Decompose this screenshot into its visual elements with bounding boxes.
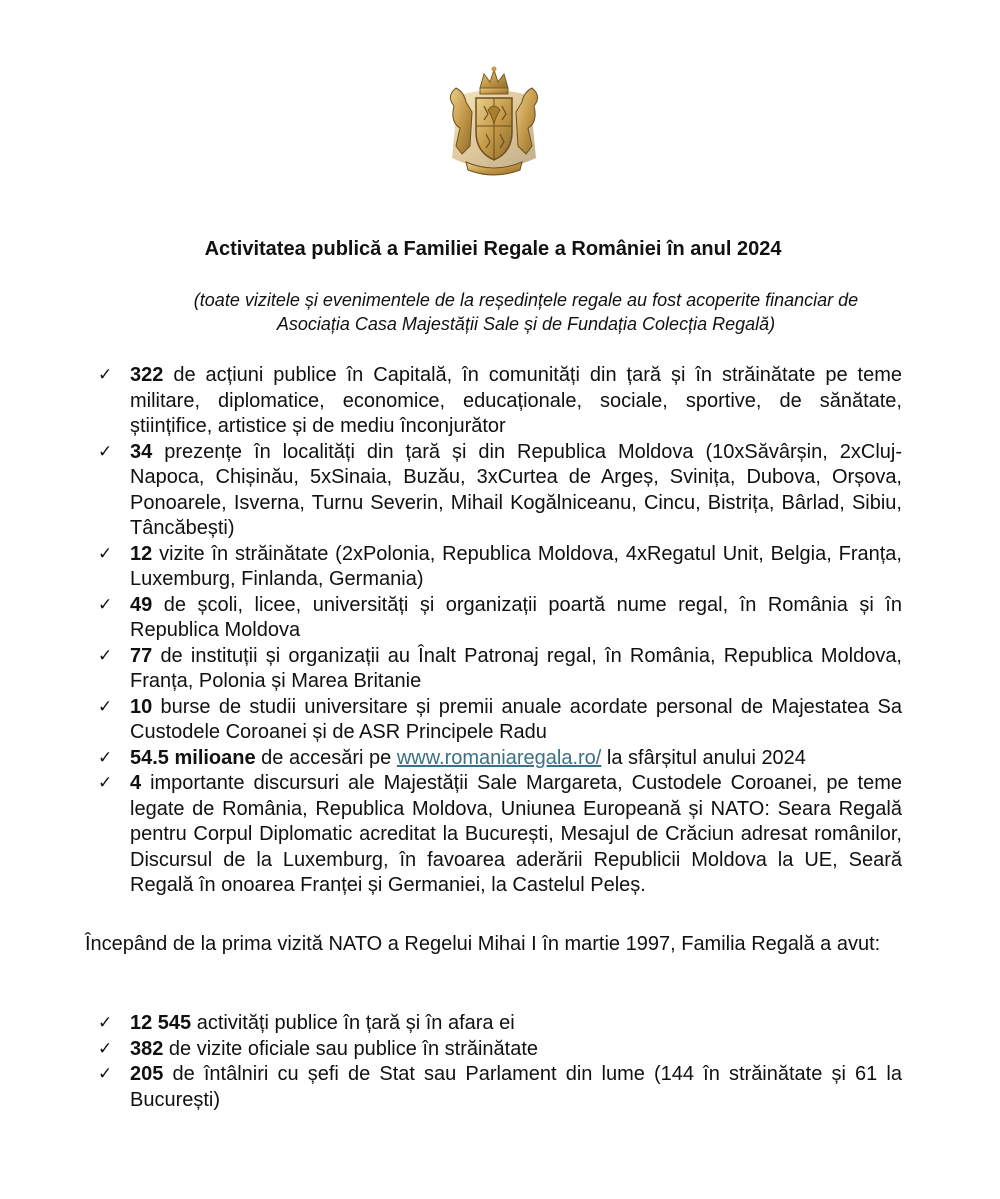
stat-text: de școli, licee, universități și organizații poartă nume regal, în România și în Republica Moldova (130, 593, 902, 641)
stat-text: prezențe în localități din țară și din Republica Moldova (10xSăvârșin, 2xCluj-Napoca, Chișinău, 5xSinaia, Buzău, 3xCurtea de Argeș, Svinița, Dubova, Orșova, Ponoarele, Isverna, Turnu Severin, Mihail Kogălniceanu, Cincu, Bistrița, Bârlad, Sibiu, Tâncăbești) (130, 440, 902, 539)
intro-paragraph: Începând de la prima vizită NATO a Regelui Mihai I în martie 1997, Familia Regală a avut: (85, 933, 881, 955)
stat-value: 205 (130, 1063, 164, 1085)
stat-text: de întâlniri cu șefi de Stat sau Parlament din lume (144 în străinătate și 61 la București) (130, 1063, 902, 1111)
stat-value: 77 (130, 644, 153, 667)
stat-value: 34 (130, 440, 153, 463)
check-icon: ✓ (98, 1038, 113, 1059)
website-link[interactable]: www.romaniaregala.ro/ (396, 746, 602, 769)
check-icon: ✓ (98, 441, 113, 462)
list-item (98, 363, 902, 440)
stat-text: de vizite oficiale sau publice în străinătate (163, 1037, 539, 1060)
list-item (98, 771, 902, 899)
check-icon: ✓ (98, 1013, 113, 1033)
list-item (98, 542, 902, 593)
check-icon: ✓ (98, 773, 113, 793)
stat-text: de accesări pe (255, 746, 397, 769)
activity-list-since-1997 (98, 1011, 902, 1113)
stat-text: de instituții și organizații au Înalt Patronaj regal, în România, Republica Moldova, Franța, Polonia și Marea Britanie (130, 644, 902, 692)
activity-list-2024 (98, 363, 902, 899)
check-icon: ✓ (98, 747, 113, 768)
stat-text: burse de studii universitare și premii anuale acordate personal de Majestatea Sa Custodele Coroanei și de ASR Principele Radu (130, 695, 902, 743)
list-item (98, 695, 902, 746)
list-item (98, 1062, 902, 1113)
stat-value: 382 (130, 1037, 164, 1060)
check-icon: ✓ (98, 645, 113, 666)
funding-note-line-2: Asociația Casa Majestății Sale și de Fundația Colecția Regală) (276, 314, 776, 334)
funding-note-line-1: (toate vizitele și evenimentele de la reședințele regale au fost acoperite financiar de (193, 290, 859, 310)
stat-text: de acțiuni publice în Capitală, în comunități din țară și în străinătate pe teme militare, diplomatice, economice, educaționale, sociale, sportive, de sănătate, științifice, artistice și de mediu înconjurător (130, 364, 902, 437)
list-item (98, 644, 902, 695)
stat-value: 4 (130, 772, 142, 794)
list-item (98, 440, 902, 542)
stat-text: activități publice în țară și în afara ei (191, 1012, 515, 1034)
check-icon: ✓ (98, 594, 113, 615)
check-icon: ✓ (98, 1064, 113, 1084)
stat-value: 322 (130, 364, 164, 386)
stat-text: vizite în străinătate (2xPolonia, Republica Moldova, 4xRegatul Unit, Belgia, Franța, Luxemburg, Finlanda, Germania) (130, 542, 902, 590)
list-item (98, 1011, 902, 1037)
check-icon: ✓ (98, 365, 113, 385)
stat-value: 12 545 (130, 1012, 192, 1034)
stat-text-after: la sfârșitul anului 2024 (601, 746, 806, 769)
list-item (98, 1037, 902, 1063)
list-item (98, 746, 902, 772)
stat-value: 12 (130, 542, 153, 565)
royal-coat-of-arms-icon (436, 66, 552, 180)
stat-value: 49 (130, 593, 153, 616)
document-title: Activitatea publică a Familiei Regale a României în anul 2024 (204, 238, 782, 260)
stat-value: 10 (130, 695, 153, 718)
stat-text: importante discursuri ale Majestății Sale Margareta, Custodele Coroanei, pe teme legate de România, Republica Moldova, Uniunea Europeană și NATO: Seara Regală pentru Corpul Diplomatic acreditat la București, Mesajul de Crăciun adresat românilor, Discursul de la Luxemburg, în favoarea aderării Republicii Moldova la UE, Seară Regală în onoarea Franței și Germaniei, la Castelul Peleș. (130, 772, 902, 896)
funding-note (150, 288, 902, 336)
check-icon: ✓ (98, 696, 113, 717)
check-icon: ✓ (98, 543, 113, 564)
list-item (98, 593, 902, 644)
stat-value: 54.5 milioane (130, 746, 256, 769)
